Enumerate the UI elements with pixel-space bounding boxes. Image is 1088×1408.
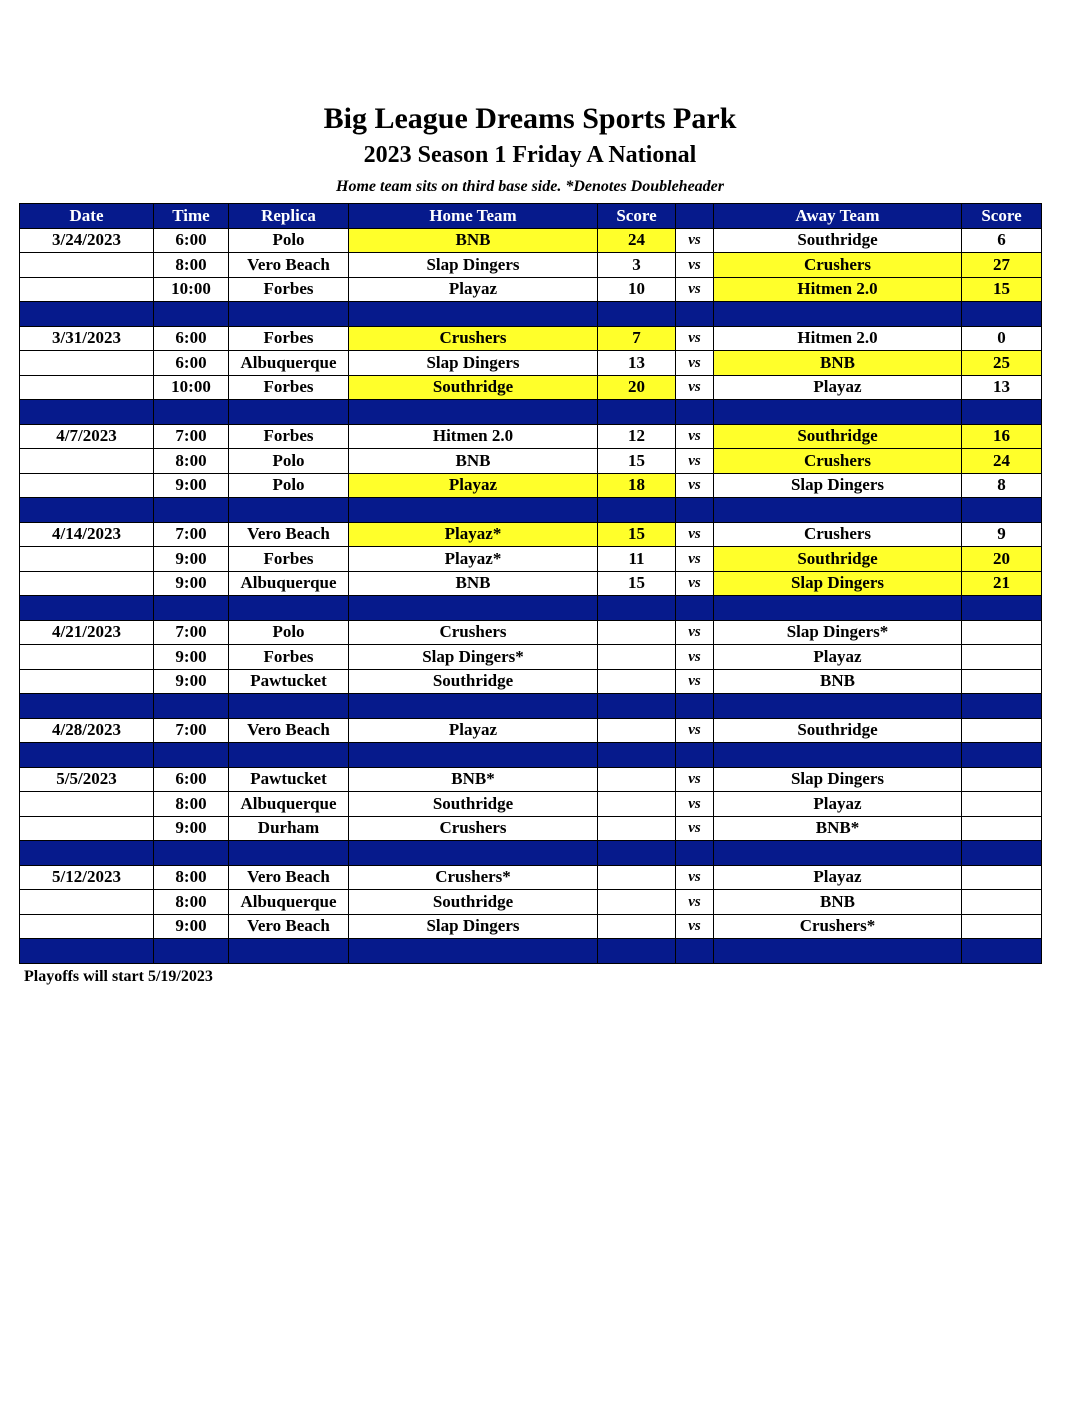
time-cell: 8:00 <box>154 890 229 915</box>
replica-cell: Vero Beach <box>229 522 349 547</box>
date-cell: 4/7/2023 <box>20 424 154 449</box>
spacer-row <box>20 841 1042 866</box>
home-team-cell: Slap Dingers <box>349 351 598 376</box>
spacer-cell <box>714 939 962 964</box>
spacer-cell <box>598 498 676 523</box>
away-team-cell: Slap Dingers* <box>714 620 962 645</box>
spacer-cell <box>20 498 154 523</box>
away-team-cell: Playaz <box>714 645 962 670</box>
spacer-cell <box>714 596 962 621</box>
away-team-cell: Southridge <box>714 424 962 449</box>
replica-cell: Forbes <box>229 326 349 351</box>
spacer-cell <box>598 596 676 621</box>
time-cell: 6:00 <box>154 767 229 792</box>
spacer-row <box>20 743 1042 768</box>
home-score-cell: 12 <box>598 424 676 449</box>
vs-cell: vs <box>676 449 714 474</box>
vs-cell: vs <box>676 253 714 278</box>
replica-cell: Vero Beach <box>229 914 349 939</box>
replica-cell: Forbes <box>229 277 349 302</box>
away-score-cell: 24 <box>962 449 1042 474</box>
home-score-cell: 18 <box>598 473 676 498</box>
home-score-cell: 11 <box>598 547 676 572</box>
vs-cell: vs <box>676 547 714 572</box>
date-cell <box>20 351 154 376</box>
home-score-cell: 15 <box>598 571 676 596</box>
date-cell: 4/14/2023 <box>20 522 154 547</box>
home-team-cell: Slap Dingers* <box>349 645 598 670</box>
away-score-cell <box>962 620 1042 645</box>
page-note: Home team sits on third base side. *Denotes Doubleheader <box>336 178 724 195</box>
col-header-away-team: Away Team <box>714 204 962 229</box>
replica-cell: Polo <box>229 620 349 645</box>
table-row <box>20 351 1042 376</box>
home-team-cell: BNB <box>349 449 598 474</box>
date-cell <box>20 277 154 302</box>
time-cell: 6:00 <box>154 228 229 253</box>
spacer-cell <box>154 939 229 964</box>
spacer-cell <box>714 841 962 866</box>
away-team-cell: Southridge <box>714 547 962 572</box>
spacer-cell <box>349 302 598 327</box>
away-score-cell <box>962 645 1042 670</box>
date-cell: 4/21/2023 <box>20 620 154 645</box>
replica-cell: Forbes <box>229 424 349 449</box>
spacer-cell <box>676 694 714 719</box>
home-score-cell <box>598 620 676 645</box>
replica-cell: Polo <box>229 449 349 474</box>
home-team-cell: BNB <box>349 571 598 596</box>
vs-cell: vs <box>676 816 714 841</box>
spacer-cell <box>714 694 962 719</box>
vs-cell: vs <box>676 645 714 670</box>
spacer-cell <box>229 939 349 964</box>
date-cell: 3/24/2023 <box>20 228 154 253</box>
col-header-replica: Replica <box>229 204 349 229</box>
spacer-cell <box>598 302 676 327</box>
spacer-cell <box>20 694 154 719</box>
date-cell <box>20 253 154 278</box>
spacer-cell <box>20 400 154 425</box>
vs-cell: vs <box>676 326 714 351</box>
vs-cell: vs <box>676 914 714 939</box>
away-score-cell <box>962 816 1042 841</box>
home-team-cell: Playaz <box>349 718 598 743</box>
home-team-cell: Playaz* <box>349 547 598 572</box>
table-row <box>20 277 1042 302</box>
home-score-cell: 15 <box>598 522 676 547</box>
spacer-cell <box>20 302 154 327</box>
spacer-cell <box>20 939 154 964</box>
home-score-cell <box>598 718 676 743</box>
date-cell: 4/28/2023 <box>20 718 154 743</box>
replica-cell: Polo <box>229 473 349 498</box>
schedule-table <box>19 203 1042 964</box>
spacer-cell <box>676 743 714 768</box>
home-team-cell: Slap Dingers <box>349 253 598 278</box>
away-score-cell: 27 <box>962 253 1042 278</box>
spacer-cell <box>154 302 229 327</box>
spacer-cell <box>676 498 714 523</box>
home-score-cell: 3 <box>598 253 676 278</box>
spacer-cell <box>714 743 962 768</box>
spacer-cell <box>714 498 962 523</box>
table-row <box>20 449 1042 474</box>
spacer-cell <box>229 498 349 523</box>
vs-cell: vs <box>676 473 714 498</box>
replica-cell: Vero Beach <box>229 253 349 278</box>
time-cell: 9:00 <box>154 645 229 670</box>
away-team-cell: BNB <box>714 351 962 376</box>
col-header-time: Time <box>154 204 229 229</box>
table-row <box>20 620 1042 645</box>
spacer-cell <box>349 939 598 964</box>
home-score-cell: 10 <box>598 277 676 302</box>
page-title: Big League Dreams Sports Park <box>323 102 737 135</box>
time-cell: 8:00 <box>154 449 229 474</box>
time-cell: 7:00 <box>154 620 229 645</box>
time-cell: 9:00 <box>154 669 229 694</box>
away-score-cell <box>962 792 1042 817</box>
home-team-cell: Southridge <box>349 792 598 817</box>
away-score-cell <box>962 669 1042 694</box>
away-team-cell: Playaz <box>714 375 962 400</box>
vs-cell: vs <box>676 424 714 449</box>
vs-cell: vs <box>676 792 714 817</box>
spacer-cell <box>676 400 714 425</box>
home-team-cell: Hitmen 2.0 <box>349 424 598 449</box>
time-cell: 9:00 <box>154 571 229 596</box>
away-team-cell: Southridge <box>714 228 962 253</box>
away-score-cell: 25 <box>962 351 1042 376</box>
home-team-cell: BNB* <box>349 767 598 792</box>
spacer-cell <box>714 400 962 425</box>
spacer-cell <box>598 939 676 964</box>
away-score-cell: 0 <box>962 326 1042 351</box>
away-score-cell: 13 <box>962 375 1042 400</box>
replica-cell: Forbes <box>229 547 349 572</box>
table-row <box>20 326 1042 351</box>
vs-cell: vs <box>676 890 714 915</box>
spacer-row <box>20 498 1042 523</box>
date-cell <box>20 375 154 400</box>
time-cell: 9:00 <box>154 473 229 498</box>
time-cell: 10:00 <box>154 277 229 302</box>
date-cell <box>20 473 154 498</box>
spacer-cell <box>598 400 676 425</box>
spacer-cell <box>229 302 349 327</box>
away-team-cell: Slap Dingers <box>714 473 962 498</box>
away-score-cell: 8 <box>962 473 1042 498</box>
spacer-cell <box>154 596 229 621</box>
replica-cell: Pawtucket <box>229 767 349 792</box>
table-row <box>20 522 1042 547</box>
spacer-cell <box>714 302 962 327</box>
replica-cell: Pawtucket <box>229 669 349 694</box>
home-score-cell <box>598 890 676 915</box>
date-cell <box>20 914 154 939</box>
date-cell <box>20 669 154 694</box>
away-score-cell: 21 <box>962 571 1042 596</box>
spacer-cell <box>349 841 598 866</box>
table-row <box>20 253 1042 278</box>
table-row <box>20 816 1042 841</box>
date-cell: 3/31/2023 <box>20 326 154 351</box>
home-score-cell <box>598 914 676 939</box>
home-team-cell: Southridge <box>349 669 598 694</box>
spacer-cell <box>676 302 714 327</box>
spacer-cell <box>962 939 1042 964</box>
time-cell: 9:00 <box>154 914 229 939</box>
time-cell: 8:00 <box>154 253 229 278</box>
vs-cell: vs <box>676 767 714 792</box>
date-cell <box>20 571 154 596</box>
away-score-cell: 15 <box>962 277 1042 302</box>
home-score-cell: 7 <box>598 326 676 351</box>
table-row <box>20 792 1042 817</box>
away-score-cell <box>962 890 1042 915</box>
spacer-row <box>20 596 1042 621</box>
spacer-cell <box>229 596 349 621</box>
away-score-cell: 6 <box>962 228 1042 253</box>
away-team-cell: BNB* <box>714 816 962 841</box>
replica-cell: Vero Beach <box>229 865 349 890</box>
replica-cell: Durham <box>229 816 349 841</box>
table-row <box>20 228 1042 253</box>
spacer-cell <box>20 841 154 866</box>
col-header-home-score: Score <box>598 204 676 229</box>
replica-cell: Vero Beach <box>229 718 349 743</box>
spacer-cell <box>962 302 1042 327</box>
spacer-cell <box>676 596 714 621</box>
date-cell <box>20 547 154 572</box>
replica-cell: Forbes <box>229 645 349 670</box>
away-team-cell: Southridge <box>714 718 962 743</box>
home-team-cell: Playaz* <box>349 522 598 547</box>
schedule-body <box>20 228 1042 963</box>
vs-cell: vs <box>676 865 714 890</box>
home-team-cell: Crushers <box>349 620 598 645</box>
home-score-cell: 20 <box>598 375 676 400</box>
time-cell: 8:00 <box>154 792 229 817</box>
spacer-cell <box>154 400 229 425</box>
away-team-cell: Crushers <box>714 449 962 474</box>
table-row <box>20 547 1042 572</box>
spacer-row <box>20 302 1042 327</box>
home-score-cell <box>598 645 676 670</box>
spacer-cell <box>154 743 229 768</box>
spacer-cell <box>962 498 1042 523</box>
replica-cell: Polo <box>229 228 349 253</box>
spacer-row <box>20 694 1042 719</box>
table-row <box>20 914 1042 939</box>
spacer-cell <box>598 694 676 719</box>
away-score-cell: 16 <box>962 424 1042 449</box>
vs-cell: vs <box>676 718 714 743</box>
home-score-cell <box>598 767 676 792</box>
home-score-cell <box>598 669 676 694</box>
away-score-cell <box>962 914 1042 939</box>
table-row <box>20 375 1042 400</box>
spacer-cell <box>349 743 598 768</box>
time-cell: 7:00 <box>154 718 229 743</box>
table-row <box>20 767 1042 792</box>
away-score-cell: 9 <box>962 522 1042 547</box>
vs-cell: vs <box>676 620 714 645</box>
spacer-cell <box>229 841 349 866</box>
spacer-cell <box>598 841 676 866</box>
vs-cell: vs <box>676 228 714 253</box>
home-score-cell: 24 <box>598 228 676 253</box>
time-cell: 9:00 <box>154 547 229 572</box>
replica-cell: Albuquerque <box>229 792 349 817</box>
spacer-cell <box>349 596 598 621</box>
vs-cell: vs <box>676 351 714 376</box>
date-cell <box>20 792 154 817</box>
vs-cell: vs <box>676 375 714 400</box>
spacer-cell <box>676 939 714 964</box>
spacer-cell <box>962 841 1042 866</box>
spacer-cell <box>229 743 349 768</box>
spacer-cell <box>20 743 154 768</box>
date-cell: 5/5/2023 <box>20 767 154 792</box>
home-team-cell: Slap Dingers <box>349 914 598 939</box>
spacer-row <box>20 400 1042 425</box>
replica-cell: Albuquerque <box>229 890 349 915</box>
vs-cell: vs <box>676 571 714 596</box>
spacer-cell <box>598 743 676 768</box>
time-cell: 6:00 <box>154 326 229 351</box>
home-team-cell: Southridge <box>349 890 598 915</box>
home-team-cell: Crushers <box>349 326 598 351</box>
away-team-cell: Slap Dingers <box>714 571 962 596</box>
time-cell: 10:00 <box>154 375 229 400</box>
table-row <box>20 890 1042 915</box>
spacer-cell <box>676 841 714 866</box>
time-cell: 8:00 <box>154 865 229 890</box>
spacer-cell <box>20 596 154 621</box>
date-cell <box>20 816 154 841</box>
col-header-away-score: Score <box>962 204 1042 229</box>
away-team-cell: Crushers* <box>714 914 962 939</box>
spacer-cell <box>229 694 349 719</box>
away-team-cell: Playaz <box>714 865 962 890</box>
table-row <box>20 571 1042 596</box>
time-cell: 7:00 <box>154 522 229 547</box>
spacer-cell <box>349 498 598 523</box>
away-team-cell: Crushers <box>714 253 962 278</box>
away-team-cell: Slap Dingers <box>714 767 962 792</box>
vs-cell: vs <box>676 522 714 547</box>
home-team-cell: Southridge <box>349 375 598 400</box>
table-row <box>20 669 1042 694</box>
away-score-cell <box>962 767 1042 792</box>
away-team-cell: Crushers <box>714 522 962 547</box>
replica-cell: Albuquerque <box>229 351 349 376</box>
table-row <box>20 865 1042 890</box>
replica-cell: Albuquerque <box>229 571 349 596</box>
spacer-cell <box>154 694 229 719</box>
col-header-home-team: Home Team <box>349 204 598 229</box>
table-row <box>20 424 1042 449</box>
home-score-cell <box>598 865 676 890</box>
page-subtitle: 2023 Season 1 Friday A National <box>363 142 697 168</box>
spacer-row <box>20 939 1042 964</box>
spacer-cell <box>154 841 229 866</box>
away-team-cell: Hitmen 2.0 <box>714 277 962 302</box>
spacer-cell <box>349 400 598 425</box>
home-team-cell: Playaz <box>349 473 598 498</box>
time-cell: 9:00 <box>154 816 229 841</box>
away-score-cell: 20 <box>962 547 1042 572</box>
away-team-cell: BNB <box>714 669 962 694</box>
home-score-cell: 13 <box>598 351 676 376</box>
spacer-cell <box>349 694 598 719</box>
home-score-cell <box>598 792 676 817</box>
spacer-cell <box>962 400 1042 425</box>
time-cell: 6:00 <box>154 351 229 376</box>
away-score-cell <box>962 865 1042 890</box>
replica-cell: Forbes <box>229 375 349 400</box>
away-team-cell: BNB <box>714 890 962 915</box>
away-team-cell: Hitmen 2.0 <box>714 326 962 351</box>
home-score-cell: 15 <box>598 449 676 474</box>
date-cell <box>20 890 154 915</box>
spacer-cell <box>962 694 1042 719</box>
table-row <box>20 645 1042 670</box>
home-score-cell <box>598 816 676 841</box>
spacer-cell <box>962 596 1042 621</box>
vs-cell: vs <box>676 277 714 302</box>
playoffs-note: Playoffs will start 5/19/2023 <box>24 968 213 985</box>
spacer-cell <box>154 498 229 523</box>
date-cell <box>20 645 154 670</box>
table-header-row <box>20 204 1042 229</box>
table-row <box>20 473 1042 498</box>
home-team-cell: Crushers* <box>349 865 598 890</box>
table-row <box>20 718 1042 743</box>
spacer-cell <box>229 400 349 425</box>
vs-cell: vs <box>676 669 714 694</box>
date-cell: 5/12/2023 <box>20 865 154 890</box>
date-cell <box>20 449 154 474</box>
away-team-cell: Playaz <box>714 792 962 817</box>
home-team-cell: Playaz <box>349 277 598 302</box>
home-team-cell: BNB <box>349 228 598 253</box>
home-team-cell: Crushers <box>349 816 598 841</box>
col-header-date: Date <box>20 204 154 229</box>
col-header-vs <box>676 204 714 229</box>
spacer-cell <box>962 743 1042 768</box>
time-cell: 7:00 <box>154 424 229 449</box>
away-score-cell <box>962 718 1042 743</box>
